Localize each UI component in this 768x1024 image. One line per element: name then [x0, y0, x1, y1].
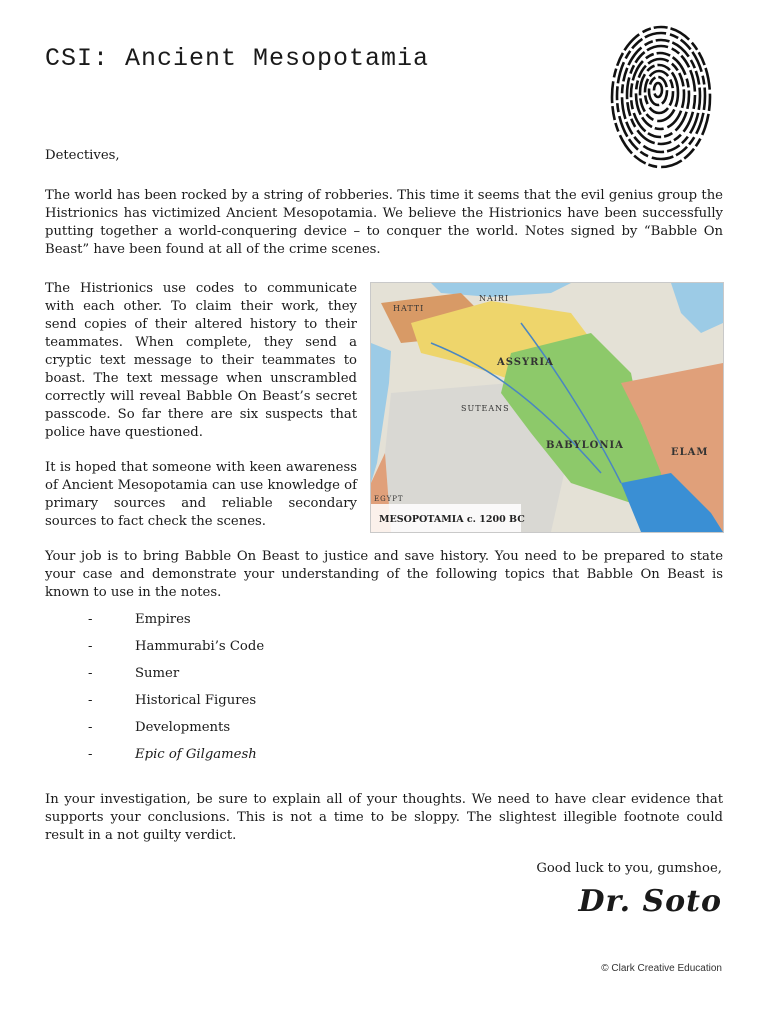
hope-paragraph: It is hoped that someone with keen awareness of Ancient Mesopotamia can use knowledge of primary sources and reliable secondary sources to fact check the scenes. [45, 460, 357, 529]
list-dash: - [88, 639, 93, 654]
topic-label: Historical Figures [135, 693, 257, 708]
map-label-suteans: SUTEANS [461, 404, 510, 413]
intro-paragraph: The world has been rocked by a string of robberies. This time it seems that the evil genius group the Histrionics has victimized Ancient Mesopotamia. We believe the Histrionics have been successfully putting together a world-conquering device – to conquer the world. Notes signed by “Babble On Beast” have been found at all of the crime scenes. [45, 188, 723, 257]
topic-label: Epic of Gilgamesh [135, 747, 257, 762]
topic-label: Empires [135, 612, 191, 627]
job-paragraph: Your job is to bring Babble On Beast to justice and save history. You need to be prepared to state your case and demonstrate your understanding of the following topics that Babble On Beast is known to use in the notes. [45, 549, 723, 600]
page-title: CSI: Ancient Mesopotamia [45, 44, 430, 73]
map-label-assyria: ASSYRIA [497, 357, 554, 368]
map-label-babylonia: BABYLONIA [546, 440, 624, 451]
closing-line: Good luck to you, gumshoe, [536, 861, 722, 876]
topic-label: Hammurabi’s Code [135, 639, 265, 654]
map-caption: MESOPOTAMIA c. 1200 BC [379, 514, 525, 525]
list-dash: - [88, 747, 93, 762]
list-dash: - [88, 693, 93, 708]
map-label-egypt: EGYPT [374, 495, 404, 503]
codes-paragraph: The Histrionics use codes to communicate with each other. To claim their work, they send copies of their altered history to their teammates. When complete, they send a cryptic text message to their teammates to boast. The text message when unscrambled correctly will reveal Babble On Beast’s secret passcode. So far there are six suspects that police have questioned. [45, 281, 357, 440]
signature: Dr. Soto [578, 884, 722, 919]
greeting: Detectives, [45, 148, 120, 163]
map-label-elam: ELAM [671, 447, 709, 458]
topic-label: Sumer [135, 666, 180, 681]
map-label-nairi: NAIRI [479, 294, 510, 303]
list-dash: - [88, 720, 93, 735]
map-label-hatti: HATTI [393, 304, 425, 313]
investigation-paragraph: In your investigation, be sure to explain all of your thoughts. We need to have clear evidence that supports your conclusions. This is not a time to be sloppy. The slightest illegible footnote could result in a not guilty verdict. [45, 792, 723, 843]
fingerprint-icon [606, 20, 716, 172]
topic-label: Developments [135, 720, 231, 735]
list-dash: - [88, 666, 93, 681]
copyright-notice: © Clark Creative Education [601, 963, 722, 974]
list-dash: - [88, 612, 93, 627]
mesopotamia-map [370, 282, 724, 533]
